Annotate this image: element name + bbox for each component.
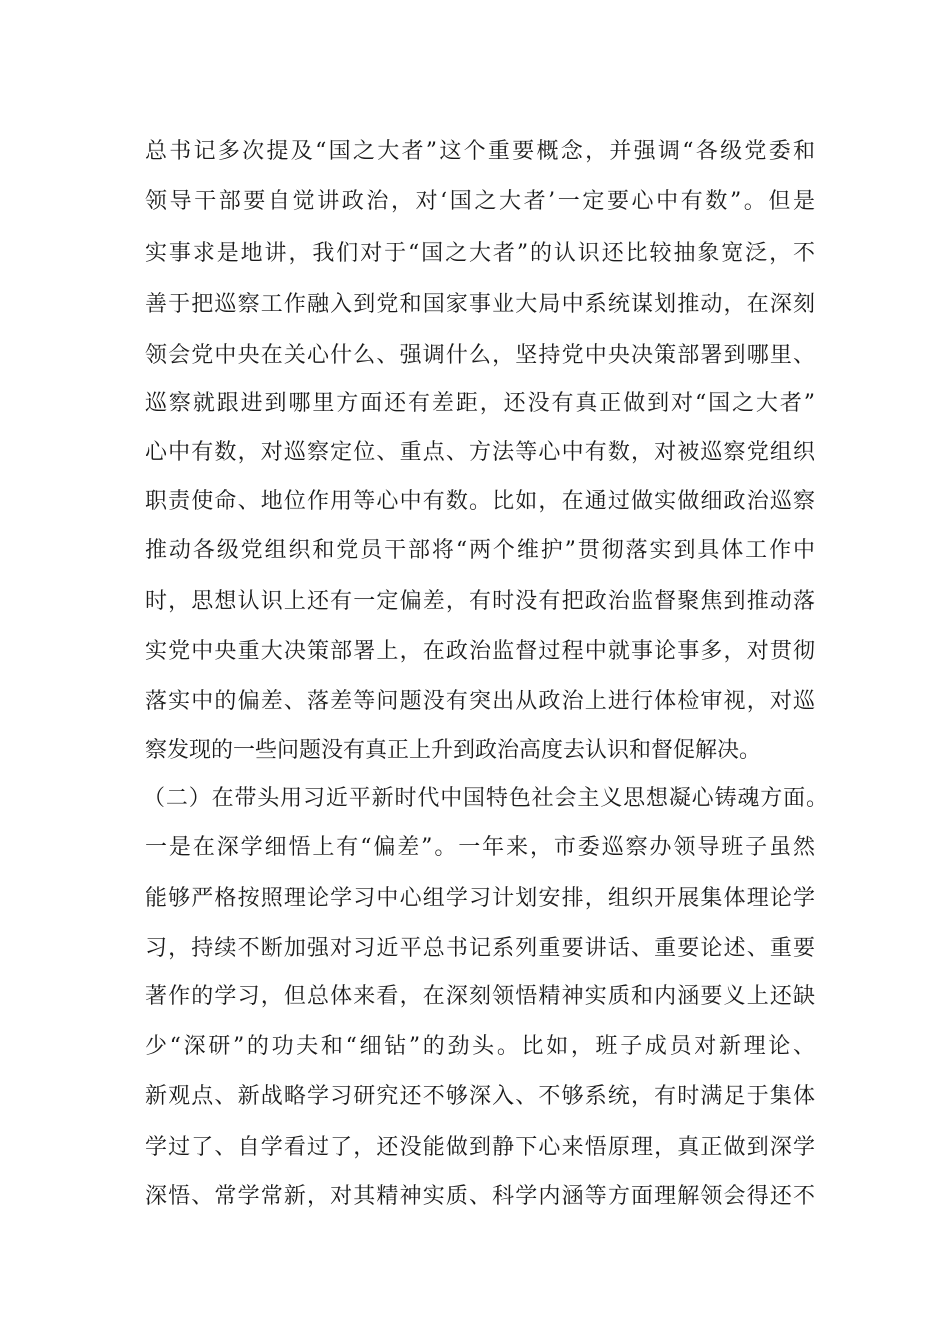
paragraph-line: 实党中央重大决策部署上，在政治监督过程中就事论事多，对贯彻 xyxy=(145,639,815,664)
paragraph-line: 学过了、自学看过了，还没能做到静下心来悟原理，真正做到深学 xyxy=(145,1135,815,1160)
paragraph-line: 善于把巡察工作融入到党和国家事业大局中系统谋划推动，在深刻 xyxy=(145,292,815,317)
paragraph-line: 察发现的一些问题没有真正上升到政治高度去认识和督促解决。 xyxy=(145,738,762,763)
paragraph-line: 少“深研”的功夫和“细钻”的劲头。比如，班子成员对新理论、 xyxy=(145,1034,815,1059)
paragraph-line: 领导干部要自觉讲政治，对‘国之大者’一定要心中有数”。但是 xyxy=(145,189,815,214)
paragraph-line: 落实中的偏差、落差等问题没有突出从政治上进行体检审视，对巡 xyxy=(145,689,815,714)
paragraph-line: 心中有数，对巡察定位、重点、方法等心中有数，对被巡察党组织 xyxy=(145,440,815,465)
paragraph-line: 实事求是地讲，我们对于“国之大者”的认识还比较抽象宽泛，不 xyxy=(145,241,815,266)
section-heading: （二）在带头用习近平新时代中国特色社会主义思想凝心铸魂方面。 xyxy=(143,786,828,811)
paragraph-line: 著作的学习，但总体来看，在深刻领悟精神实质和内涵要义上还缺 xyxy=(145,984,815,1009)
paragraph-line: 新观点、新战略学习研究还不够深入、不够系统，有时满足于集体 xyxy=(145,1084,815,1109)
paragraph-line: 总书记多次提及“国之大者”这个重要概念，并强调“各级党委和 xyxy=(145,139,815,164)
paragraph-line: 领会党中央在关心什么、强调什么，坚持党中央决策部署到哪里、 xyxy=(145,343,815,368)
paragraph-line: 职责使命、地位作用等心中有数。比如，在通过做实做细政治巡察 xyxy=(145,489,815,514)
paragraph-line: 能够严格按照理论学习中心组学习计划安排，组织开展集体理论学 xyxy=(145,886,815,911)
paragraph-line: 一是在深学细悟上有“偏差”。一年来，市委巡察办领导班子虽然 xyxy=(145,835,815,860)
paragraph-line: 巡察就跟进到哪里方面还有差距，还没有真正做到对“国之大者” xyxy=(145,391,815,416)
paragraph-line: 时，思想认识上还有一定偏差，有时没有把政治监督聚焦到推动落 xyxy=(145,589,815,614)
paragraph-line: 深悟、常学常新，对其精神实质、科学内涵等方面理解领会得还不 xyxy=(145,1184,815,1209)
paragraph-line: 习，持续不断加强对习近平总书记系列重要讲话、重要论述、重要 xyxy=(145,936,815,961)
paragraph-line: 推动各级党组织和党员干部将“两个维护”贯彻落实到具体工作中 xyxy=(145,538,815,563)
